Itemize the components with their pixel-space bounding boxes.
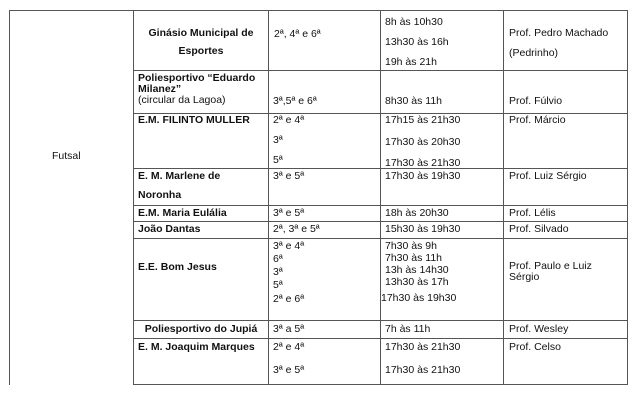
row-divider — [133, 168, 628, 169]
location-cell — [134, 27, 268, 58]
row-divider — [133, 70, 628, 71]
time-entry: 17h30 às 19h30 — [385, 170, 461, 182]
location-cell: E.M. FILINTO MULLER — [138, 114, 250, 126]
days-entry: 3ª — [273, 134, 283, 146]
time-entry: 7h30 às 11h — [385, 252, 443, 264]
table-border-bottom — [133, 384, 628, 385]
days-entry: 2ª e 4ª — [273, 114, 305, 126]
time-entry: 15h30 às 19h30 — [385, 223, 461, 235]
days-entry: 2ª e 6ª — [273, 293, 305, 305]
teacher-line: (Pedrinho) — [509, 47, 559, 59]
days-entry: 5ª — [273, 154, 283, 166]
time-entry: 17h30 às 21h30 — [385, 364, 461, 376]
days-entry: 2ª e 4ª — [273, 341, 305, 353]
days-cell: 2ª, 4ª e 6ª — [274, 28, 321, 40]
row-divider — [133, 205, 628, 206]
row-divider — [133, 221, 628, 222]
teacher-cell: Prof. Silvado — [509, 223, 569, 235]
time-entry: 17h30 às 20h30 — [385, 136, 461, 148]
teacher-cell: Prof. Márcio — [509, 114, 566, 126]
teacher-cell — [509, 27, 608, 60]
days-cell: 2ª, 3ª e 5ª — [273, 223, 320, 235]
days-entry: 6ª — [273, 253, 283, 265]
row-divider — [133, 338, 628, 339]
location-cell: João Dantas — [138, 223, 201, 235]
row-divider — [133, 320, 628, 321]
days-cell: 3ª a 5ª — [273, 323, 305, 335]
time-entry: 13h às 14h30 — [385, 264, 449, 276]
time-entry: 8h às 10h30 — [385, 16, 443, 28]
teacher-cell: Prof. Lélis — [509, 207, 556, 219]
location-note: (circular da Lagoa) — [138, 94, 226, 106]
days-entry: 3ª e 4ª — [273, 240, 305, 252]
location-cell — [138, 170, 220, 202]
teacher-cell: Prof. Luiz Sérgio — [509, 170, 587, 182]
teacher-line: Prof. Pedro Machado — [509, 27, 609, 39]
location-name-line: Noronha — [138, 189, 182, 201]
col-divider-4 — [503, 10, 504, 385]
time-entry: 18h às 20h30 — [385, 207, 449, 219]
days-entry: 5ª — [273, 279, 283, 291]
time-entry: 13h30 às 16h — [385, 36, 449, 48]
teacher-cell: Prof. Celso — [509, 341, 561, 353]
col-divider-2 — [268, 10, 269, 385]
time-entry: 19h às 21h — [385, 56, 437, 68]
time-entry: 17h30 às 21h30 — [385, 341, 461, 353]
time-entry: 17h15 às 21h30 — [385, 114, 461, 126]
time-entry: 7h30 às 9h — [385, 240, 437, 252]
location-name-line: Milanez” — [138, 83, 182, 95]
location-cell: Poliesportivo do Jupiá — [144, 323, 258, 335]
time-entry: 17h30 às 19h30 — [381, 292, 457, 304]
teacher-line: Sérgio — [509, 271, 540, 283]
location-name-line: E. M. Marlene de — [138, 170, 221, 182]
time-entry: 8h30 às 11h — [385, 95, 443, 107]
time-entry: 17h30 às 21h30 — [385, 157, 461, 169]
sport-label: Futsal — [52, 150, 81, 162]
location-cell: E.E. Bom Jesus — [138, 261, 217, 273]
location-cell: E. M. Joaquim Marques — [138, 341, 255, 353]
location-name-line: Poliesportivo “Eduardo — [138, 72, 256, 84]
location-name-line: Ginásio Municipal de — [148, 27, 254, 39]
col-divider-3 — [380, 10, 381, 385]
teacher-line: Prof. Paulo e Luiz — [509, 260, 592, 272]
days-entry: 3ª e 5ª — [273, 364, 305, 376]
location-name-line: Esportes — [178, 45, 224, 57]
time-entry: 7h às 11h — [385, 323, 431, 335]
location-cell — [138, 73, 255, 106]
days-entry: 3ª — [273, 266, 283, 278]
teacher-cell — [509, 261, 592, 283]
table-border-top — [9, 10, 628, 11]
table-border-left — [9, 10, 10, 385]
days-cell: 3ª e 5ª — [273, 170, 305, 182]
row-divider — [133, 238, 628, 239]
teacher-cell: Prof. Wesley — [509, 323, 569, 335]
teacher-cell: Prof. Fúlvio — [509, 95, 563, 107]
time-entry: 13h30 às 17h — [385, 276, 449, 288]
location-cell: E.M. Maria Eulália — [138, 207, 227, 219]
days-cell: 3ª e 5ª — [273, 207, 305, 219]
days-cell: 3ª,5ª e 6ª — [273, 95, 317, 107]
table-border-right — [627, 10, 628, 385]
